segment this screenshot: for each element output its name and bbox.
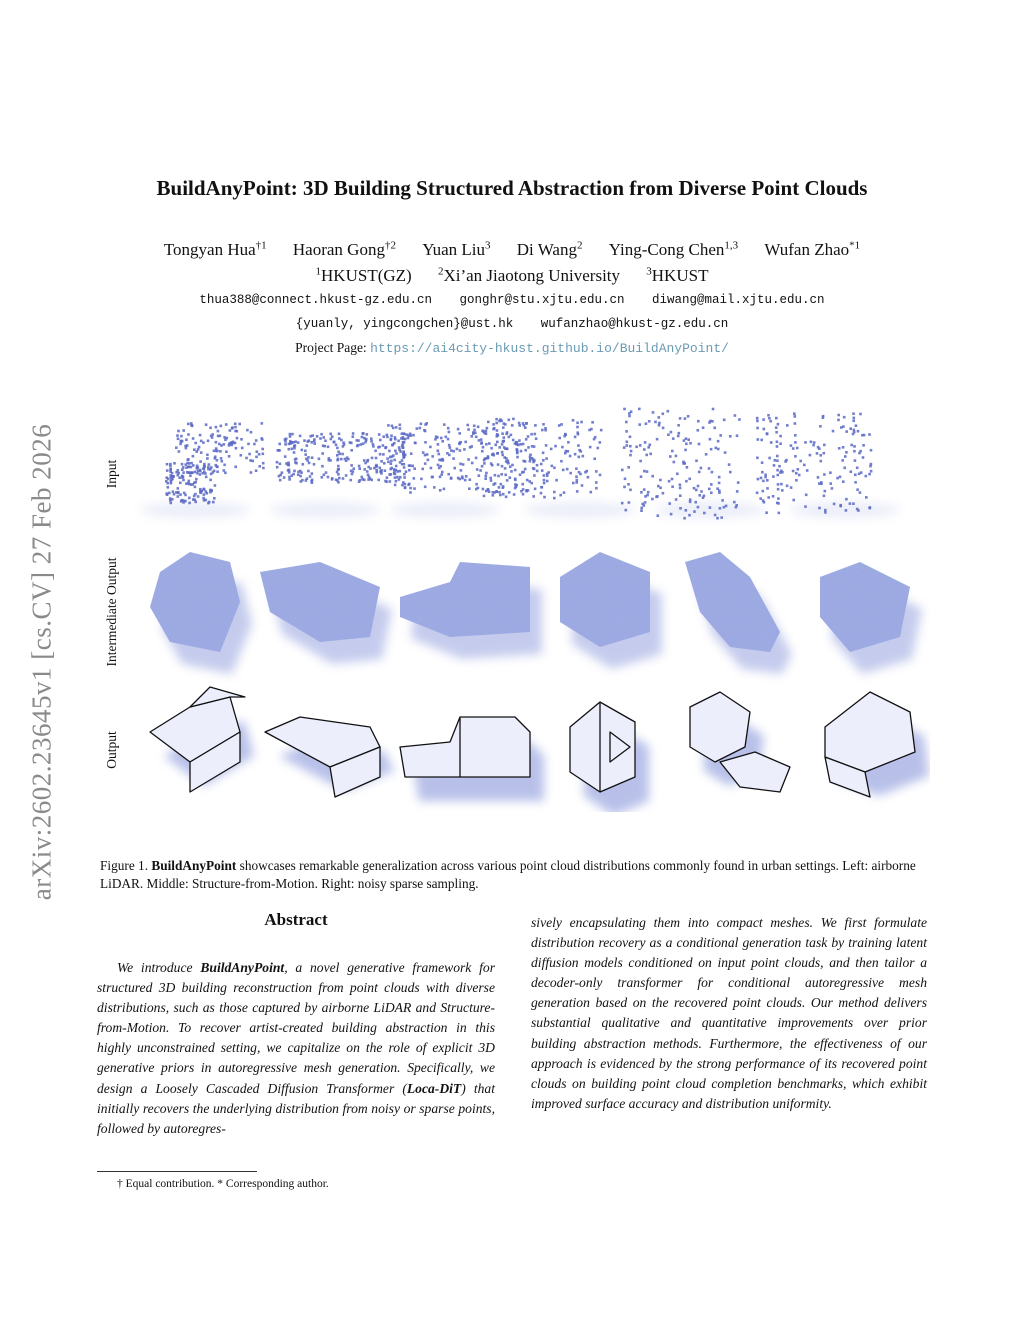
row-label-input: Input (104, 459, 119, 489)
abstract-text-left: We introduce BuildAnyPoint, a novel generative framework for structured 3D building reconstruction from point clouds with diverse distributions, such as those captured by airborne LiDAR and Structure-from-Motion. To recover artist-created building abstraction in this highly unconstrained setting, we capitalize on the role of explicit 3D generative priors in autoregressive mesh generation. Specifically, we design a Loosely Cascaded Diffusion Transformer (Loca-DiT) that initially recovers the underlying distribution from noisy or sparse points, followed by autoregres- (97, 960, 496, 1136)
output-mesh (825, 692, 929, 797)
input-point-cloud (756, 412, 900, 518)
output-mesh (570, 702, 649, 812)
input-point-cloud (140, 422, 265, 518)
footnote-rule (97, 1171, 257, 1172)
email-list-line-1 (0, 293, 1024, 307)
author-email: wufanzhao@hkust-gz.edu.cn (540, 317, 729, 331)
intermediate-surface (560, 552, 662, 669)
row-label-output: Output (104, 731, 119, 769)
input-point-cloud (621, 408, 765, 520)
intermediate-surface (150, 552, 252, 674)
intermediate-surface (685, 552, 792, 674)
input-point-clouds-row (140, 408, 900, 520)
author: Haoran Gong$^{\dagger 2}$ (292, 239, 396, 259)
output-mesh (265, 717, 394, 797)
arxiv-identifier-stamp: arXiv:2602.23645v1 [cs.CV] 27 Feb 2026 (26, 423, 57, 901)
figure-1-buildings (130, 402, 930, 812)
author-email: thua388@connect.hkust-gz.edu.cn (199, 293, 432, 307)
author-list (0, 240, 1024, 260)
affiliation: $^3$HKUST (646, 265, 709, 285)
email-list-line-2 (0, 317, 1024, 331)
row-label-intermediate: Intermediate Output (104, 557, 119, 667)
affiliation-list (0, 266, 1024, 286)
output-mesh (690, 692, 790, 792)
project-page-label: Project Page: (295, 340, 367, 355)
author: Yuan Liu$^3$ (422, 239, 491, 259)
intermediate-surface (260, 562, 392, 664)
footnote: † Equal contribution. * Corresponding author. (117, 1178, 329, 1190)
project-page-link[interactable]: https://ai4city-hkust.github.io/BuildAnyPoint/ (370, 341, 729, 356)
author: Di Wang$^2$ (516, 239, 583, 259)
affiliation: $^1$HKUST(GZ) (315, 265, 412, 285)
input-point-cloud (270, 432, 407, 518)
paper-title: BuildAnyPoint: 3D Building Structured Abstraction from Diverse Point Clouds (156, 176, 868, 200)
project-page (0, 340, 1024, 356)
figure-caption: Figure 1. BuildAnyPoint showcases remarkable generalization across various point cloud distributions commonly found in urban settings. Left: airborne LiDAR. Middle: Structure-from-Motion. Right: noisy sparse sampling. (100, 858, 916, 891)
intermediate-surface (820, 562, 922, 674)
author: Tongyan Hua$^{\dagger 1}$ (163, 239, 267, 259)
author-email: diwang@mail.xjtu.edu.cn (652, 293, 825, 307)
abstract-heading: Abstract (264, 910, 328, 929)
affiliation: $^2$Xi’an Jiaotong University (437, 265, 621, 285)
output-mesh (400, 717, 544, 801)
output-mesh (150, 687, 254, 792)
intermediate-output-row (150, 552, 922, 674)
author-email: gonghr@stu.xjtu.edu.cn (459, 293, 625, 307)
intermediate-surface (400, 562, 542, 659)
author: Wufan Zhao$^{*1}$ (764, 239, 861, 259)
output-mesh-row (150, 687, 929, 812)
author: Ying-Cong Chen$^{1,3}$ (608, 239, 739, 259)
abstract-text-right: sively encapsulating them into compact meshes. We first formulate distribution recovery as a conditional generation task by training latent diffusion models conditioned on input point clouds, and then tailor a decoder-only transformer for conditional autoregressive mesh generation based on the recovered point clouds. Our method delivers substantial qualitative and quantitative improvements over prior building abstraction methods. Furthermore, the effectiveness of our approach is evidenced by the strong performance of its recovered point clouds on building point cloud completion benchmarks, which exhibit improved surface accuracy and distribution uniformity. (531, 915, 927, 1111)
author-email: {yuanly, yingcongchen}@ust.hk (295, 317, 514, 331)
